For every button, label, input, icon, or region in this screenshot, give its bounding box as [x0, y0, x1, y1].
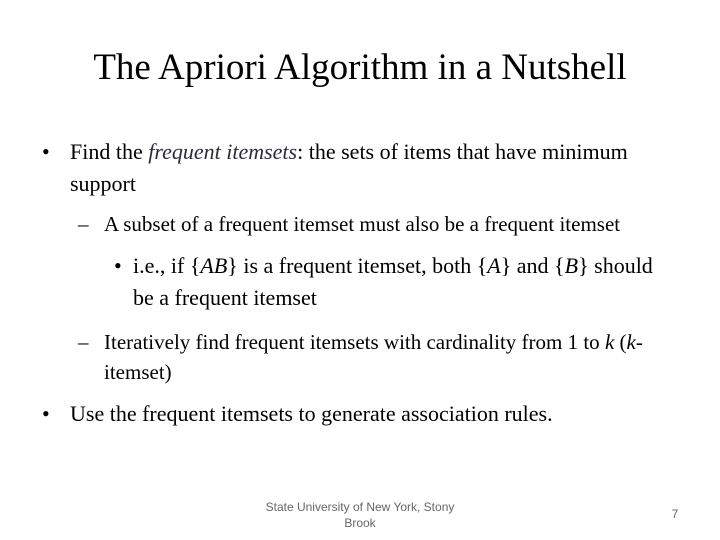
frequent-itemsets-term: frequent itemsets	[148, 139, 298, 164]
itemset-ab: AB	[200, 253, 228, 278]
bullet-association-rules: Use the frequent itemsets to generate association rules.	[70, 401, 553, 426]
sub-sub-bullet-example	[133, 250, 673, 314]
slide-title: The Apriori Algorithm in a Nutshell	[93, 47, 627, 88]
example-text: } is a frequent itemset, both {	[227, 253, 488, 278]
sub-bullet-subset-property: A subset of a frequent itemset must also be a frequent itemset	[104, 212, 621, 236]
iterative-text: -itemset)	[104, 330, 643, 384]
itemset-a: A	[487, 253, 501, 278]
variable-k: k	[626, 330, 636, 354]
example-text: } should be a frequent itemset	[133, 253, 653, 310]
itemset-b: B	[564, 253, 579, 278]
sub-bullet-iterative	[104, 327, 674, 387]
bullet-marker: •	[42, 139, 50, 164]
bullet-find-frequent-itemsets	[70, 136, 630, 200]
bullet-marker: •	[42, 401, 50, 426]
bullet-text: Find the	[70, 139, 149, 164]
example-text: } and {	[500, 253, 565, 278]
bullet-marker: •	[114, 253, 122, 278]
variable-k: k	[604, 330, 615, 354]
page-number: 7	[671, 507, 679, 521]
bullet-text: : the sets of items that have minimum support	[70, 139, 628, 196]
footer-institution: State University of New York, Stony Brook	[265, 500, 455, 530]
dash-marker: –	[78, 212, 89, 236]
example-text: i.e., if {	[133, 253, 201, 278]
dash-marker: –	[78, 330, 89, 354]
iterative-text: Iteratively find frequent itemsets with cardinality from 1 to	[104, 330, 605, 354]
iterative-text: (	[614, 330, 627, 354]
